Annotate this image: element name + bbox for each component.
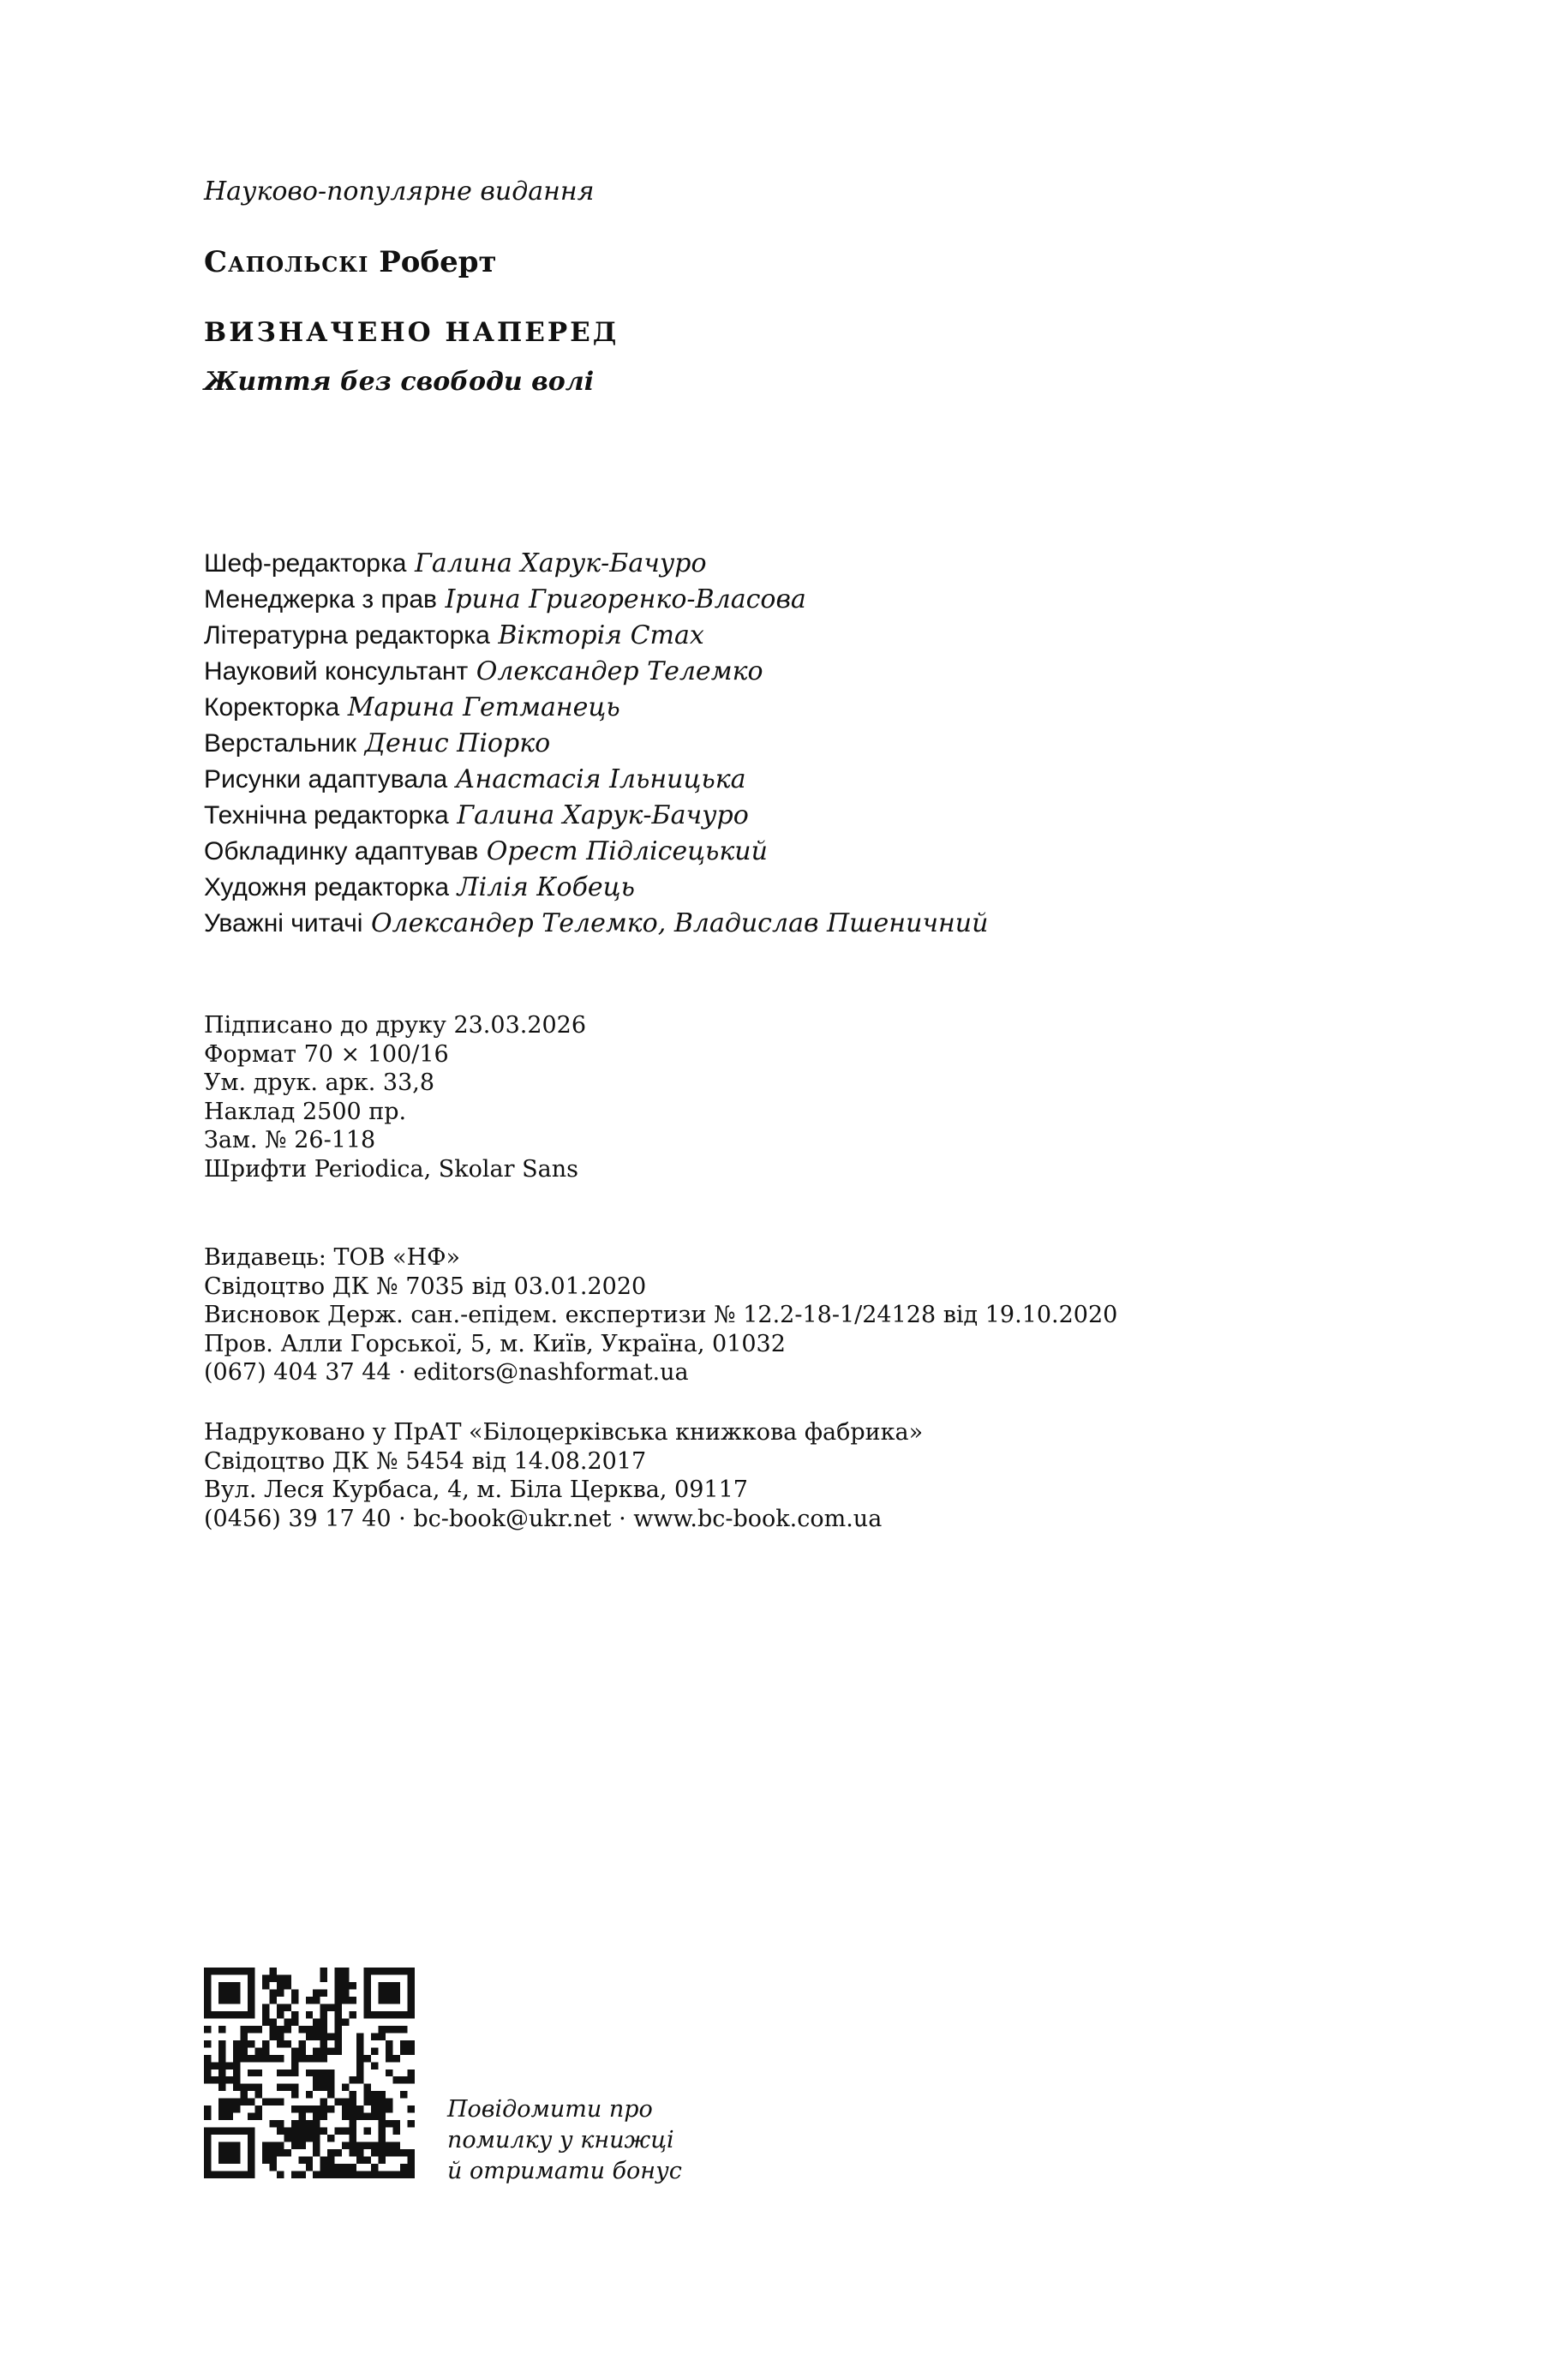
- credit-line: Художня редакторка Лілія Кобець: [204, 872, 635, 902]
- credit-line: Технічна редакторка Галина Харук-Бачуро: [204, 800, 749, 830]
- printer-line: (0456) 39 17 40 · bc-book@ukr.net · www.bc-book.com.ua: [204, 1505, 883, 1532]
- credit-line: Верстальник Денис Піорко: [204, 728, 551, 758]
- credit-line: Науковий консультант Олександер Телемко: [204, 656, 763, 686]
- printer-line: Надруковано у ПрАТ «Білоцерківська книжкова фабрика»: [204, 1419, 924, 1446]
- publisher-line: Висновок Держ. сан.-епідем. експертизи № 12.2-18-1/24128 від 19.10.2020: [204, 1302, 1118, 1328]
- qr-caption-line: Повідомити про: [447, 2096, 653, 2123]
- credit-line: Коректорка Марина Гетманець: [204, 692, 620, 722]
- author-name: [204, 245, 497, 279]
- printer-line: Вул. Леся Курбаса, 4, м. Біла Церква, 09117: [204, 1477, 748, 1503]
- book-subtitle: Життя без свободи волі: [204, 367, 595, 397]
- publisher-line: (067) 404 37 44 · editors@nashformat.ua: [204, 1359, 689, 1386]
- publisher-line: Пров. Алли Горської, 5, м. Київ, Україна, 01032: [204, 1330, 786, 1357]
- book-title: ВИЗНАЧЕНО НАПЕРЕД: [204, 317, 619, 348]
- credit-line: Менеджерка з прав Ірина Григоренко-Власова: [204, 584, 806, 614]
- spec-line: Ум. друк. арк. 33,8: [204, 1069, 435, 1096]
- author-surname: Сапольскі: [204, 245, 369, 279]
- spec-line: Підписано до друку 23.03.2026: [204, 1012, 587, 1039]
- spec-line: Формат 70 × 100/16: [204, 1040, 449, 1068]
- qr-caption-line: помилку у книжці: [447, 2127, 674, 2153]
- credit-line: Шеф-редакторка Галина Харук-Бачуро: [204, 548, 707, 578]
- credit-line: Уважні читачі Олександер Телемко, Владислав Пшеничний: [204, 908, 989, 938]
- qr-code-icon[interactable]: [204, 1968, 415, 2178]
- credit-line: Рисунки адаптувала Анастасія Ільницька: [204, 764, 746, 794]
- credit-line: Літературна редакторка Вікторія Стах: [204, 620, 704, 650]
- print-specs: [204, 1011, 586, 1183]
- spec-line: Наклад 2500 пр.: [204, 1098, 407, 1125]
- spec-line: Зам. № 26-118: [204, 1127, 376, 1153]
- author-first-name: Роберт: [379, 245, 497, 279]
- publisher-line: Видавець: ТОВ «НФ»: [204, 1244, 461, 1271]
- qr-caption-line: й отримати бонус: [447, 2158, 682, 2184]
- credit-line: Обкладинку адаптував Орест Підлісецький: [204, 836, 768, 866]
- genre-label: Науково-популярне видання: [204, 177, 595, 207]
- publisher-info: [204, 1243, 1117, 1387]
- spec-line: Шрифти Periodica, Skolar Sans: [204, 1155, 578, 1183]
- credits-list: [204, 546, 988, 942]
- publisher-line: Свідоцтво ДК № 7035 від 03.01.2020: [204, 1273, 647, 1300]
- printer-info: [204, 1418, 923, 1533]
- printer-line: Свідоцтво ДК № 5454 від 14.08.2017: [204, 1447, 647, 1475]
- qr-caption: [447, 2094, 682, 2187]
